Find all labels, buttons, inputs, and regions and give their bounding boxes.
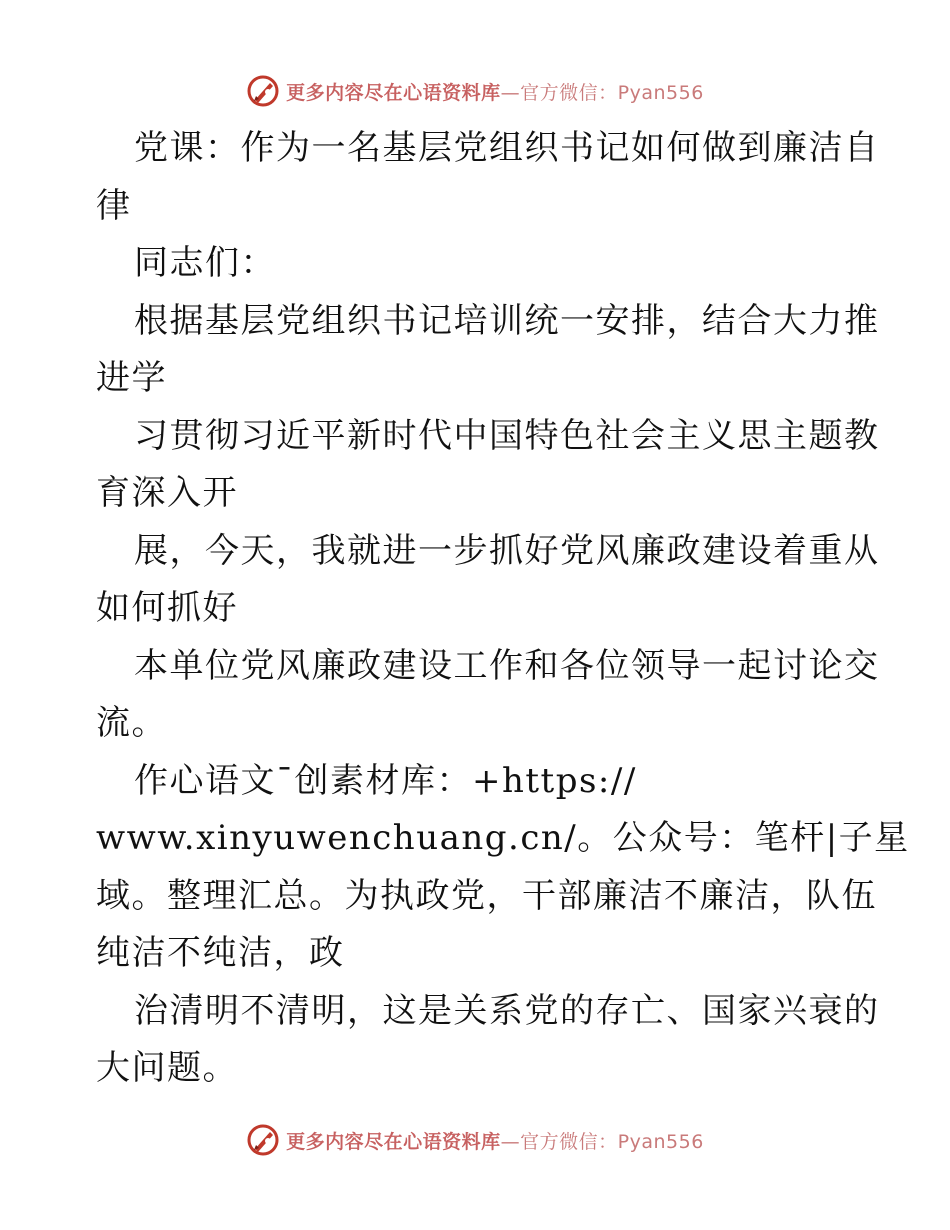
pen-logo-icon [246,1123,280,1157]
paragraph-line: 流。 [96,703,167,743]
header-banner [0,71,950,111]
paragraph-line: 根据基层党组织书记培训统一安排，结合大力推 [134,300,880,341]
paragraph-line: 域。整理汇总。为执政党，干部廉洁不廉洁，队伍 [96,875,877,916]
paragraph-line: www.xinyuwenchuang.cn/。公众号：笔杆|子星 [96,818,910,858]
pen-logo-icon [246,74,280,108]
header-text [286,78,704,105]
document-body [96,120,910,1098]
paragraph-line: 育深入开 [96,473,238,513]
paragraph-line: 进学 [96,358,167,398]
paragraph-line: 习贯彻习近平新时代中国特色社会主义思主题教 [134,415,880,456]
paragraph-line: 治清明不清明，这是关系党的存亡、国家兴衰的 [134,990,880,1031]
footer-banner [0,1120,950,1160]
paragraph-line: 如何抓好 [96,588,238,628]
paragraph-line: 作心语文¯创素材库：+https:// [134,760,637,801]
title-line-1: 党课：作为一名基层党组织书记如何做到廉洁自 [134,128,880,168]
header-brand: 更多内容尽在心语资料库 [286,81,501,104]
footer-wechat: 官方微信：Pyan556 [520,1130,704,1153]
paragraph-line: 纯洁不纯洁，政 [96,933,345,973]
footer-brand: 更多内容尽在心语资料库 [286,1130,501,1153]
salutation: 同志们： [134,243,276,283]
header-separator: — [500,81,521,104]
paragraph-line: 展，今天，我就进一步抓好党风廉政建设着重从 [134,530,880,571]
title-line-2: 律 [96,185,132,226]
header-wechat: 官方微信：Pyan556 [520,81,704,104]
paragraph-line: 大问题。 [96,1048,238,1088]
footer-text [286,1127,704,1154]
footer-separator: — [500,1130,521,1153]
paragraph-line: 本单位党风廉政建设工作和各位领导一起讨论交 [134,645,880,686]
